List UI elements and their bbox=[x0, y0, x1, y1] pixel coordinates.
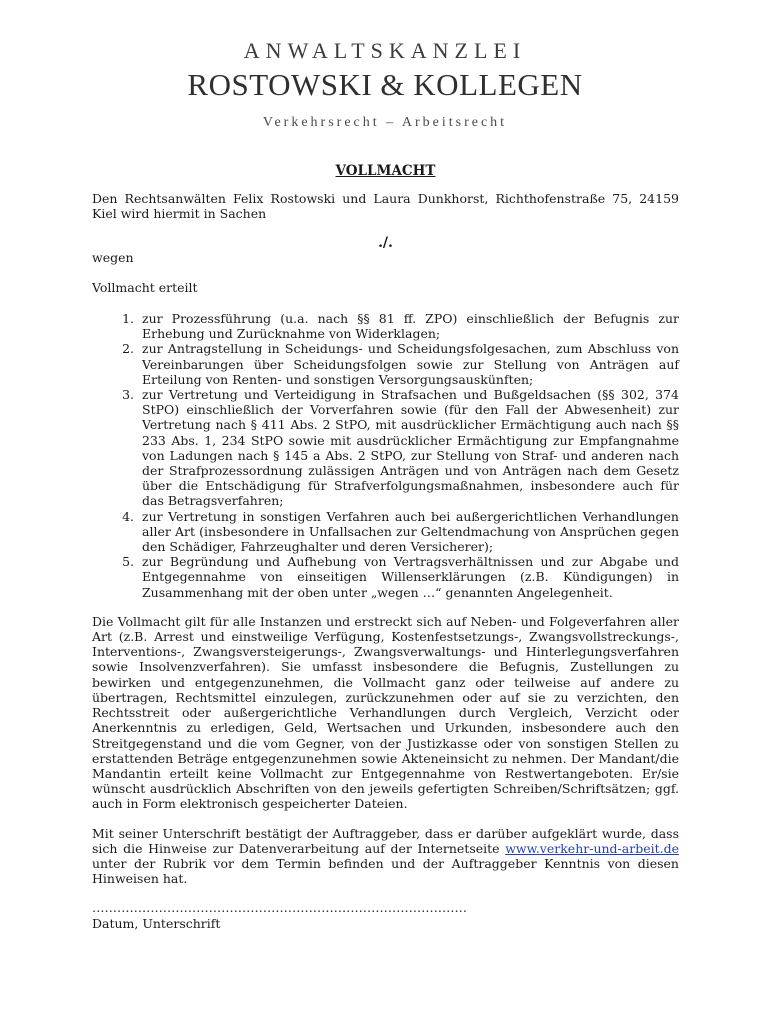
wegen-label: wegen bbox=[92, 249, 134, 265]
website-link[interactable]: www.verkehr-und-arbeit.de bbox=[505, 840, 679, 856]
list-item: 4. zur Vertretung in sonstigen Verfahren auch bei außergerichtlichen Verhandlungen aller Art (insbesondere in Unfallsachen zur Geltendmachung von Ansprüchen gegen den Schädiger, Fahrzeughalter und deren Versicherer); bbox=[138, 509, 679, 555]
letterhead-firm-name: ROSTOWSKI & KOLLEGEN bbox=[187, 67, 583, 102]
letterhead-firm-type: ANWALTSKANZLEI bbox=[243, 38, 527, 63]
consent-text-before: Mit seiner Unterschrift bestätigt der Auftraggeber, dass er darüber aufgeklärt wurde, dass sich die Hinweise zur Datenverarbeitung auf der Internetseite bbox=[92, 825, 679, 856]
list-item: 5. zur Begründung und Aufhebung von Vertragsverhältnissen und zur Abgabe und Entgegennahme von einseitigen Willenserklärungen (z.B. Kündigungen) in Zusammenhang mit der oben unter „wegen …“ genannten Angelegenheit. bbox=[138, 554, 679, 600]
vollmacht-erteilt-label: Vollmacht erteilt bbox=[92, 279, 198, 295]
consent-text-after: unter der Rubrik vor dem Termin befinden und der Auftraggeber Kenntnis von diesen Hinweisen hat. bbox=[92, 855, 679, 887]
letterhead-practice-areas: Verkehrsrecht – Arbeitsrecht bbox=[262, 115, 508, 130]
scope-paragraph: Die Vollmacht gilt für alle Instanzen und erstreckt sich auf Neben- und Folgeverfahren aller Art (z.B. Arrest und einstweilige Verfügung, Kostenfestsetzungs-, Zwangsvollstreckungs-, Interventions-, Zwangsversteigerungs-, Zwangsverwaltungs- und Hinterlegungsverfahren sowie Insolvenzverfahren). Sie umfasst insbesondere die Befugnis, Zustellungen zu bewirken und entgegenzunehmen, die Vollmacht ganz oder teilweise auf andere zu übertragen, Rechtsmittel einzulegen, zurückzunehmen oder auf sie zu verzichten, den Rechtsstreit oder außergerichtliche Verhandlungen durch Vergleich, Verzicht oder Anerkenntnis zu erledigen, Geld, Wertsachen und Urkunden, insbesondere auch den Streitgegenstand und die vom Gegner, von der Justizkasse oder von sonstigen Stellen zu erstattenden Beträge entgegenzunehmen sowie Akteneinsicht zu nehmen. Der Mandant/die Mandantin erteilt keine Vollmacht zur Entgegennahme von Restwertangeboten. Er/sie wünscht ausdrücklich Abschriften von den jeweils gefertigten Schreiben/Schriftsätzen; ggf. auch in Form elektronisch gespeicherter Dateien. bbox=[92, 613, 679, 812]
document-title: VOLLMACHT bbox=[335, 163, 436, 179]
powers-list bbox=[92, 311, 679, 600]
list-item: 3. zur Vertretung und Verteidigung in Strafsachen und Bußgeldsachen (§§ 302, 374 StPO) einschließlich der Vorverfahren sowie (für den Fall der Abwesenheit) zur Vertretung nach § 411 Abs. 2 StPO, mit ausdrücklicher Ermächtigung auch nach §§ 233 Abs. 1, 234 StPO sowie mit ausdrücklicher Ermächtigung zur Empfangnahme von Ladungen nach § 145 a Abs. 2 StPO, zur Stellung von Straf- und anderen nach der Strafprozessordnung zulässigen Anträgen und von Anträgen nach dem Gesetz über die Entschädigung für Strafverfolgungsmaßnahmen, insbesondere auch für das Betragsverfahren; bbox=[138, 387, 679, 509]
intro-paragraph: Den Rechtsanwälten Felix Rostowski und Laura Dunkhorst, Richthofenstraße 75, 24159 Kiel wird hiermit in Sachen bbox=[92, 191, 679, 222]
consent-paragraph bbox=[92, 826, 679, 887]
list-item: 1. zur Prozessführung (u.a. nach §§ 81 ff. ZPO) einschließlich der Befugnis zur Erhebung und Zurücknahme von Widerklagen; bbox=[138, 311, 679, 341]
letterhead bbox=[0, 38, 770, 132]
signature-line: ……………………………………………………………………………… bbox=[92, 900, 467, 916]
signature-label: Datum, Unterschrift bbox=[92, 915, 221, 931]
versus-mark: ./. bbox=[378, 234, 393, 251]
document-body bbox=[92, 160, 679, 931]
list-item: 2. zur Antragstellung in Scheidungs- und Scheidungsfolgesachen, zum Abschluss von Vereinbarungen über Scheidungsfolgen sowie zur Stellung von Anträgen auf Erteilung von Renten- und sonstigen Versorgungsauskünften; bbox=[138, 341, 679, 387]
